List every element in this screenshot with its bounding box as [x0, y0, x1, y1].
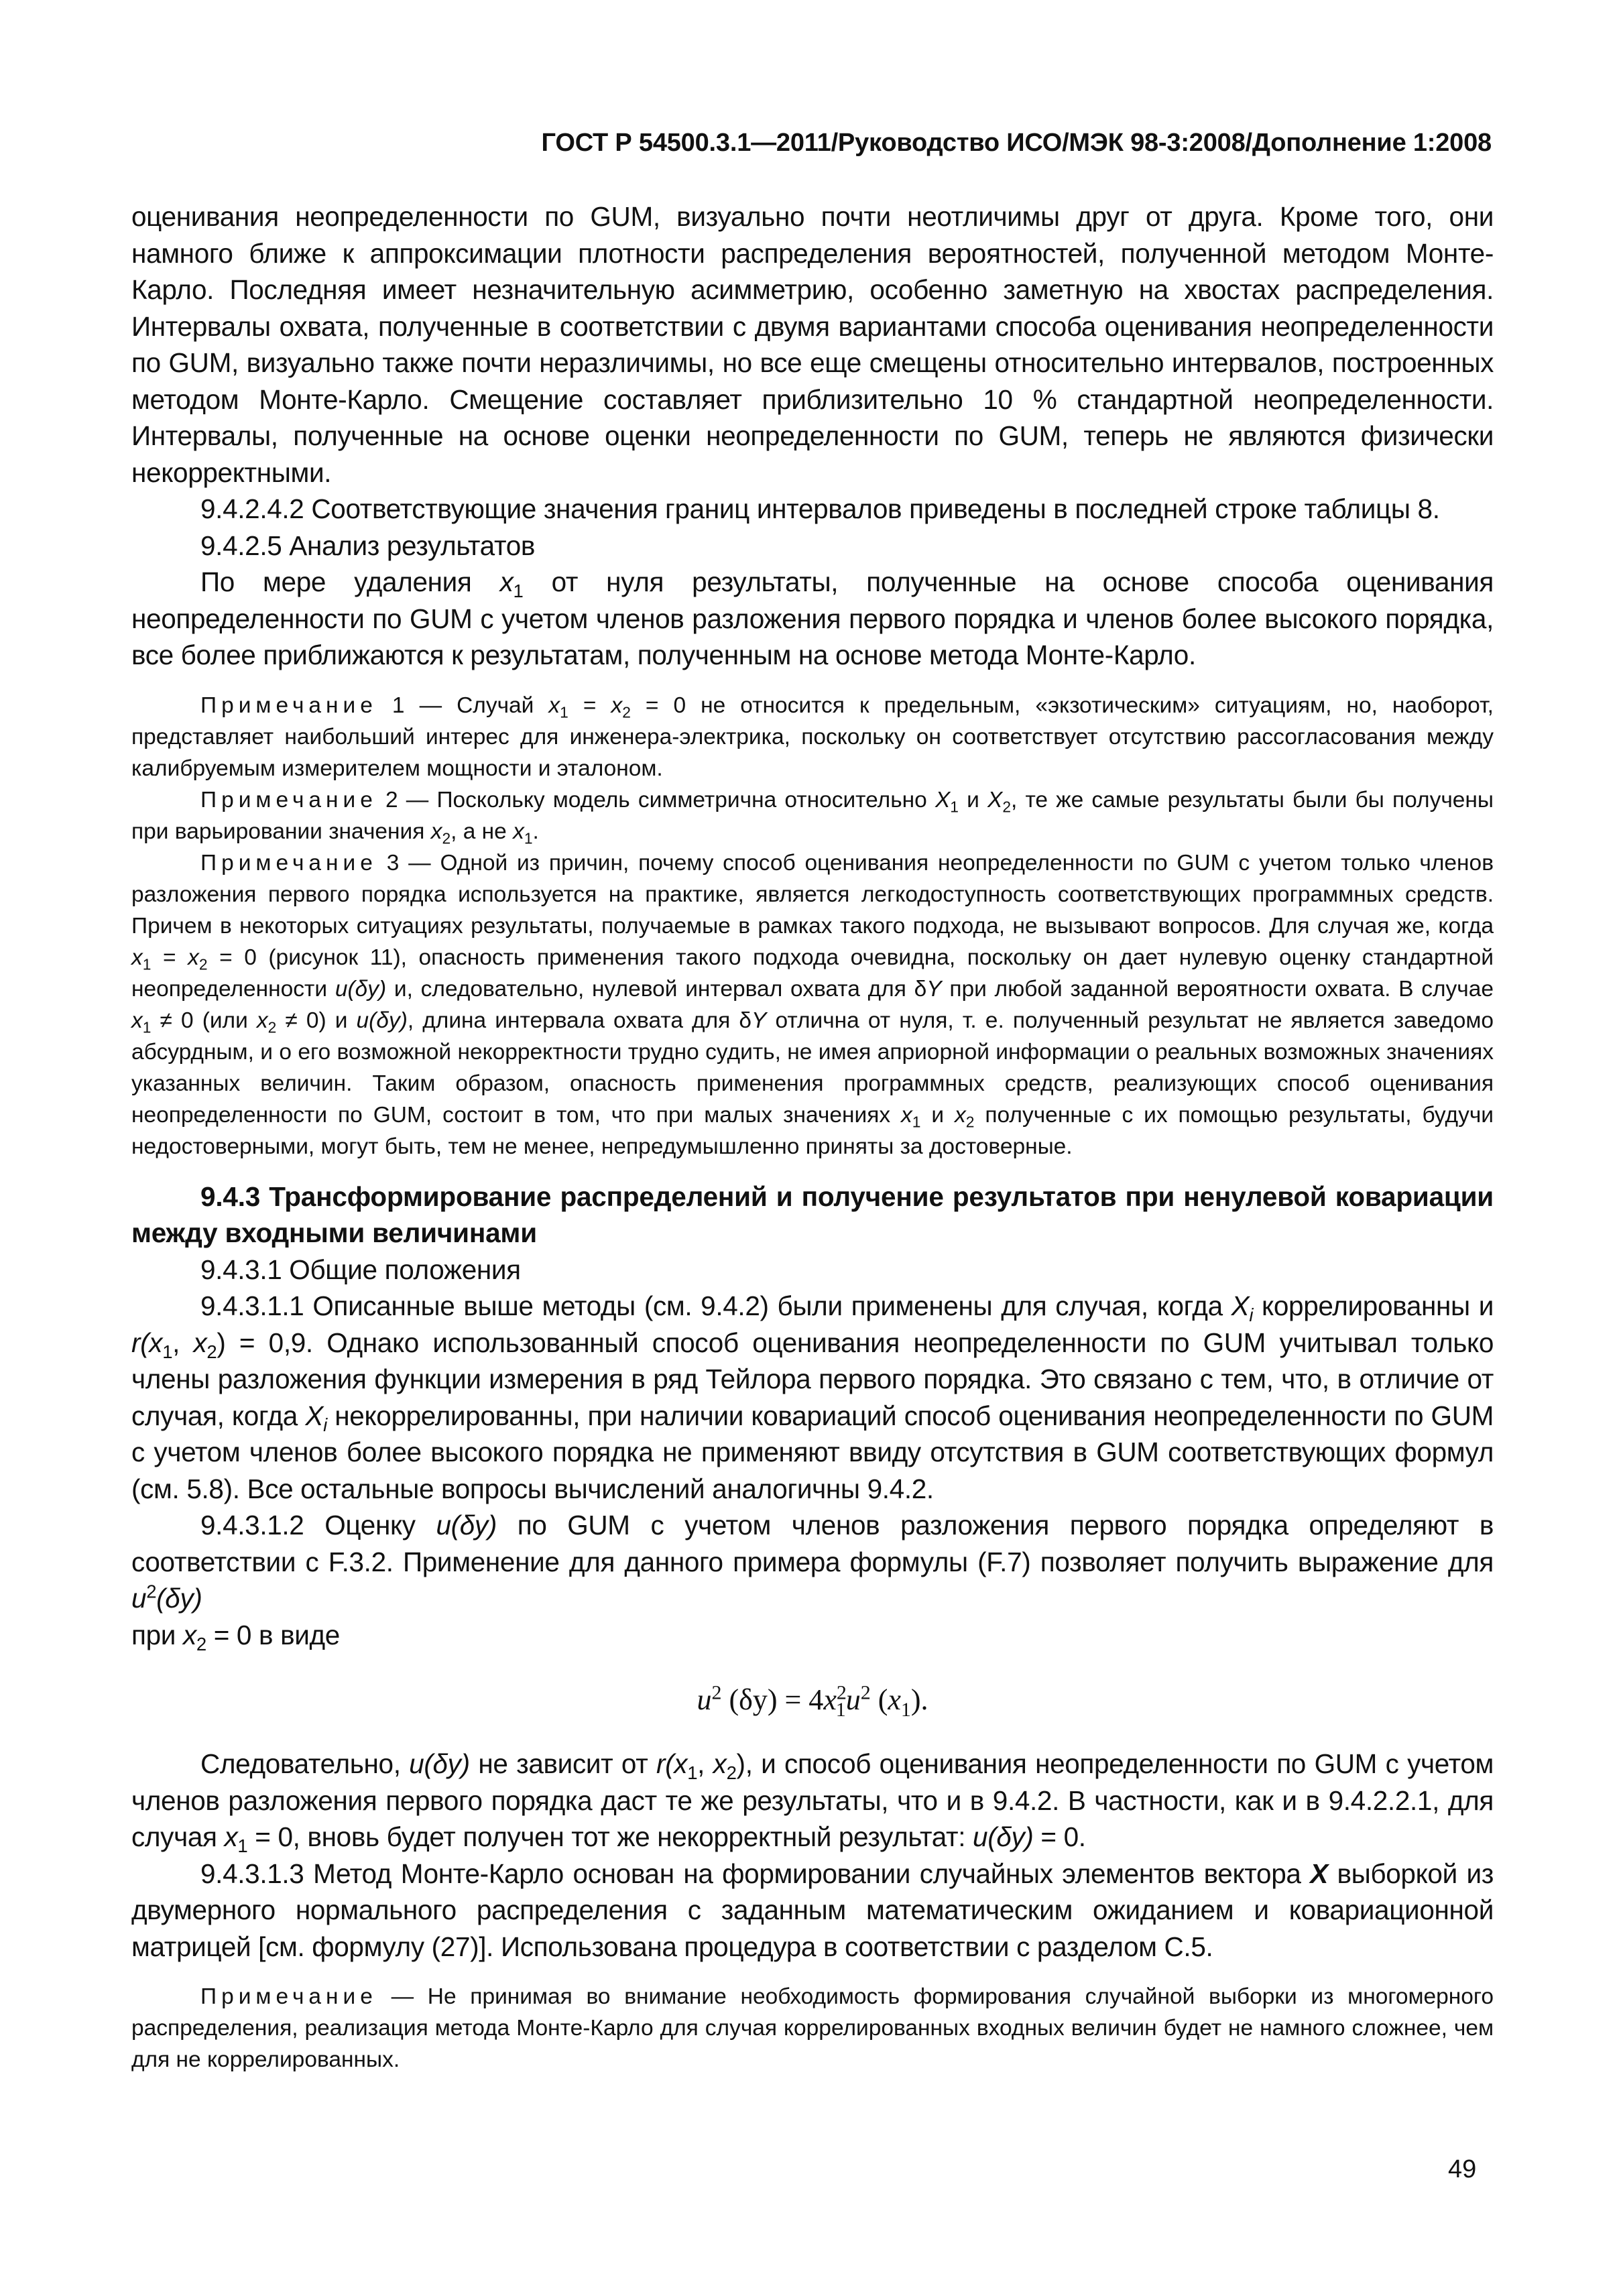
note-1: Примечание 1 — Случай $x_1 = x_2 = 0$ не относится к предельным, «экзотическим» ситуациям, но, наоборот, представляет наибольший интерес для инженера-электрика, поскольку он соответствует отсутствию рассогласования между калибруемым измерителем мощности и эталоном. [131, 692, 1494, 781]
heading-9-4-2-5: 9.4.2.5 Анализ результатов [200, 530, 536, 561]
section-heading-9-4-3: 9.4.3 Трансформирование распределений и получение результатов при ненулевой ковариации между входными величинами [131, 1181, 1494, 1248]
paragraph-9-4-3-1-1: 9.4.3.1.1 Описанные выше методы (см. 9.4.2) были применены для случая, когда $X_i$ коррелированны и $r(x_1$, $x_2) = 0,9$. Однако использованный способ оценивания неопределенности по GUM учитывал только члены разложения функции измерения в ряд Тейлора первого порядка. Это связано с тем, что, в отличие от случая, когда $X_i$ некоррелированны, при наличии ковариаций способ оценивания неопределенности по GUM с учетом членов более высокого порядка не применяют ввиду отсутствия в GUM соответствующих формул (см. 5.8). Все остальные вопросы вычислений аналогичны 9.4.2. [131, 1290, 1494, 1504]
page-number: 49 [1448, 2155, 1477, 2183]
heading-9-4-3-1: 9.4.3.1 Общие положения [200, 1254, 521, 1285]
note-final: Примечание — Не принимая во внимание необходимость формирования случайной выборки из многомерного распределения, реализация метода Монте-Карло для случая коррелированных входных величин будет не намного сложнее, чем для не коррелированных. [131, 1984, 1494, 2072]
document-header: ГОСТ Р 54500.3.1—2011/Руководство ИСО/МЭК 98-3:2008/Дополнение 1:2008 [541, 129, 1492, 157]
note-2: Примечание 2 — Поскольку модель симметрична относительно $X_1$ и $X_2$, те же самые результаты были бы получены при варьировании значения $x_2$, а не $x_1$. [131, 787, 1494, 847]
paragraph-analysis: По мере удаления $x_1$ от нуля результаты, полученные на основе способа оценивания неопределенности по GUM с учетом членов разложения первого порядка и членов более высокого порядка, все более приближаются к результатам, полученным на основе метода Монте-Карло. [131, 566, 1494, 670]
document-body [131, 198, 1494, 2075]
paragraph-continuation: оценивания неопределенности по GUM, визуально почти неотличимы друг от друга. Кроме того, они намного ближе к аппроксимации плотности распределения вероятностей, полученной методом Монте-Карло. Последняя имеет незначительную асимметрию, особенно заметную на хвостах распределения. Интервалы охвата, полученные в соответствии с двумя вариантами способа оценивания неопределенности по GUM, визуально также почти неразличимы, но все еще смещены относительно интервалов, построенных методом Монте-Карло. Смещение составляет приблизительно 10 % стандартной неопределенности. Интервалы, полученные на основе оценки неопределенности по GUM, теперь не являются физически некорректными. [131, 201, 1494, 488]
formula-u2: $u^2$ $(\delta y) = 4x^2_1u^2$ $(x_1)$. [697, 1681, 928, 1721]
paragraph-9-4-3-1-2: 9.4.3.1.2 Оценку u(δy) по GUM с учетом членов разложения первого порядка определяют в соответствии с F.3.2. Применение для данного примера формулы (F.7) позволяет получить выражение для $u^2(\delta y)$ при $x_2 = 0$ в виде [131, 1510, 1494, 1654]
paragraph-consequently: Следовательно, u(δy) не зависит от $r(x_1$, $x_2$), и способ оценивания неопределенности по GUM с учетом членов разложения первого порядка даст те же результаты, что и в 9.4.2. В частности, как и в 9.4.2.2.1, для случая $x_1 = 0$, вновь будет получен тот же некорректный результат: u(δy) = 0. [131, 1748, 1494, 1857]
paragraph-9-4-2-4-2: 9.4.2.4.2 Соответствующие значения границ интервалов приведены в последней строке таблицы 8. [200, 493, 1440, 524]
paragraph-9-4-3-1-3: 9.4.3.1.3 Метод Монте-Карло основан на формировании случайных элементов вектора X выборкой из двумерного нормального распределения с заданным математическим ожиданием и ковариационной матрицей [см. формулу (27)]. Использована процедура в соответствии с разделом С.5. [131, 1858, 1494, 1962]
note-3: Примечание 3 — Одной из причин, почему способ оценивания неопределенности по GUM с учетом только членов разложения первого порядка используется на практике, является легкодоступность соответствующих программных средств. Причем в некоторых ситуациях результаты, получаемые в рамках такого подхода, не вызывают вопросов. Для случая же, когда $x_1 = x_2 = 0$ (рисунок 11), опасность применения такого подхода очевидна, поскольку он дает нулевую оценку стандартной неопределенности u(δy) и, следовательно, нулевой интервал охвата для δY при любой заданной вероятности охвата. В случае $x_1 \ne 0$ (или $x_2 \ne 0$) и u(δy), длина интервала охвата для δY отлична от нуля, т. е. полученный результат не является заведомо абсурдным, и о его возможной некорректности трудно судить, не имея априорной информации о реальных возможных значениях указанных величин. Таким образом, опасность применения программных средств, реализующих способ оценивания неопределенности по GUM, состоит в том, что при малых значениях $x_1$ и $x_2$ полученные с их помощью результаты, будучи недостоверными, могут быть, тем не менее, непредумышленно приняты за достоверные. [131, 850, 1494, 1159]
